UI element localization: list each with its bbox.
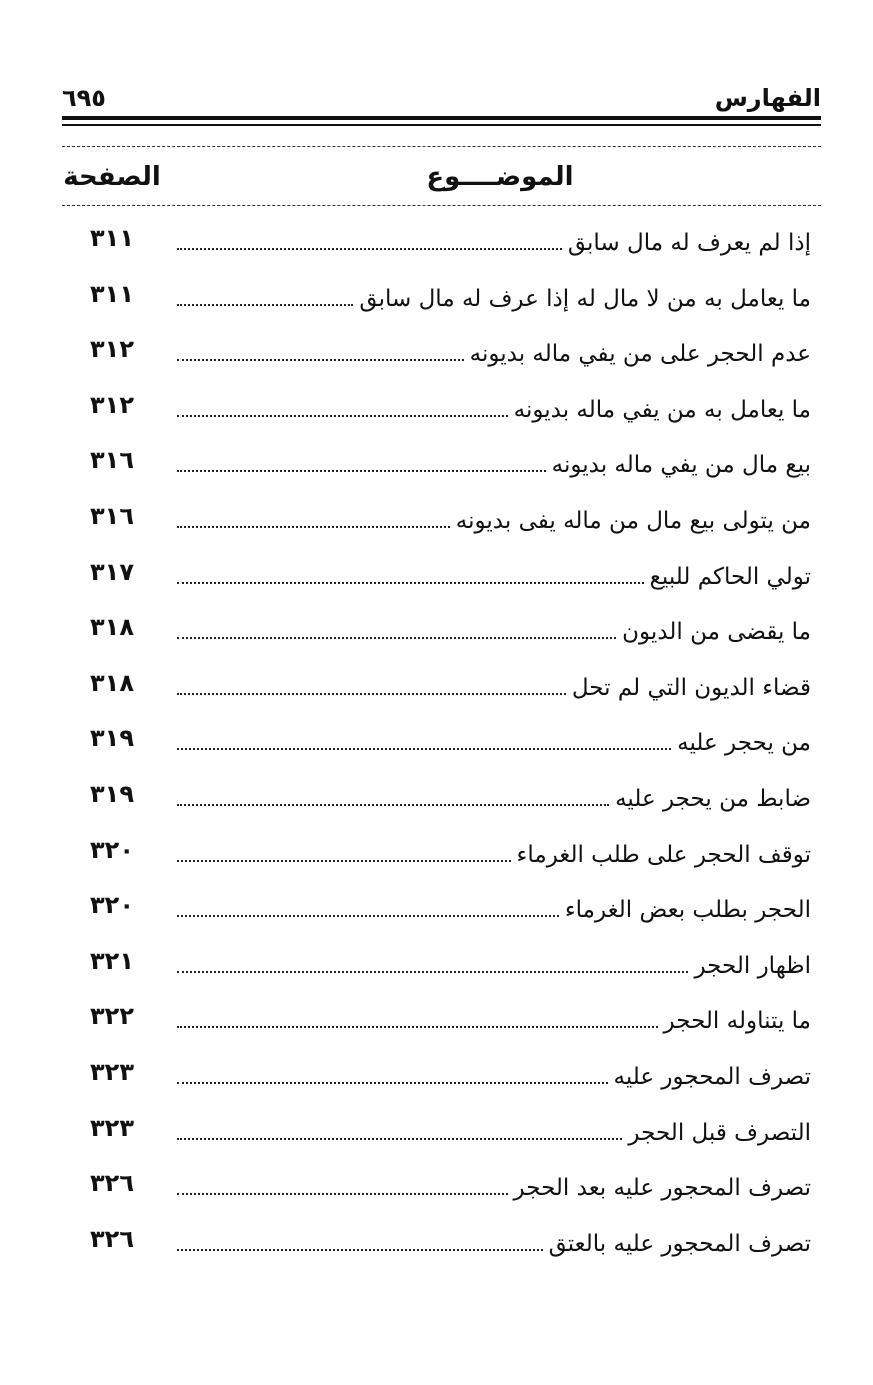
dot-leader <box>177 470 546 472</box>
running-title: الفهارس <box>714 84 821 112</box>
entry-page-number: ٣٢٠ <box>90 891 134 920</box>
index-entry <box>62 659 821 715</box>
entry-leader <box>177 560 811 590</box>
entry-title: إذا لم يعرف له مال سابق <box>562 230 811 256</box>
entry-title: التصرف قبل الحجر <box>622 1120 811 1146</box>
entry-page-number: ٣١١ <box>90 224 134 252</box>
entry-leader <box>177 448 811 478</box>
entry-page-number: ٣١١ <box>90 279 134 308</box>
entry-title: ما يقضى من الديون <box>616 619 811 645</box>
entry-leader <box>177 337 811 367</box>
entry-page-number: ٣١٢ <box>90 335 134 364</box>
dot-leader <box>177 804 609 806</box>
entry-title: توقف الحجر على طلب الغرماء <box>511 842 811 868</box>
entry-page-number: ٣٢٦ <box>90 1169 134 1198</box>
index-entry <box>62 270 821 326</box>
index-entry <box>62 214 821 270</box>
index-entry <box>62 1159 821 1215</box>
index-entry <box>62 436 821 492</box>
entry-leader <box>177 949 811 979</box>
entry-title: تولي الحاكم للبيع <box>644 564 811 590</box>
entry-title: الحجر بطلب بعض الغرماء <box>559 897 811 923</box>
entry-leader <box>177 782 811 812</box>
dot-leader <box>177 304 353 306</box>
entry-page-number: ٣١٦ <box>90 446 134 475</box>
entry-page-number: ٣٢٢ <box>90 1002 134 1031</box>
index-entry <box>62 937 821 993</box>
entry-page-number: ٣٢٠ <box>90 835 134 864</box>
entry-title: تصرف المحجور عليه <box>608 1064 812 1090</box>
header-dashed-divider <box>62 205 821 206</box>
page-number: ٦٩٥ <box>62 84 106 112</box>
entry-page-number: ٣٢١ <box>90 946 134 975</box>
entry-page-number: ٣١٨ <box>90 613 134 642</box>
entry-page-number: ٣١٢ <box>90 390 134 419</box>
entry-title: ضابط من يحجر عليه <box>609 786 811 812</box>
entry-title: اظهار الحجر <box>688 953 811 979</box>
index-entry <box>62 992 821 1048</box>
entry-page-number: ٣١٦ <box>90 501 134 530</box>
entry-leader <box>177 838 811 868</box>
entry-leader <box>177 726 811 756</box>
entry-title: بيع مال من يفي ماله بديونه <box>546 452 811 478</box>
index-entry <box>62 492 821 548</box>
entry-leader <box>177 393 811 423</box>
dot-leader <box>177 693 566 695</box>
dot-leader <box>177 415 508 417</box>
entry-leader <box>177 504 811 534</box>
index-entry <box>62 548 821 604</box>
topic-column-header: الموضــــوع <box>426 162 574 192</box>
entry-page-number: ٣١٩ <box>90 779 134 808</box>
index-entry <box>62 1048 821 1104</box>
entry-title: من يحجر عليه <box>671 730 811 756</box>
entry-leader <box>177 1171 811 1201</box>
dot-leader <box>177 1026 658 1028</box>
index-entry <box>62 826 821 882</box>
running-header <box>62 78 821 118</box>
entry-leader <box>177 282 811 312</box>
page-column-header: الصفحة <box>63 162 161 192</box>
dot-leader <box>177 1082 608 1084</box>
entry-leader <box>177 1227 811 1257</box>
dot-leader <box>177 1193 508 1195</box>
dot-leader <box>177 582 644 584</box>
entry-title: من يتولى بيع مال من ماله يفى بديونه <box>450 508 811 534</box>
entry-leader <box>177 1116 811 1146</box>
index-entry <box>62 881 821 937</box>
top-dashed-divider <box>62 146 821 147</box>
dot-leader <box>177 971 688 973</box>
dot-leader <box>177 915 559 917</box>
index-entries <box>62 214 821 1270</box>
entry-page-number: ٣١٩ <box>90 724 134 753</box>
dot-leader <box>177 860 511 862</box>
header-double-rule <box>62 116 821 126</box>
entry-page-number: ٣٢٣ <box>90 1057 134 1086</box>
index-entry <box>62 603 821 659</box>
dot-leader <box>177 748 671 750</box>
dot-leader <box>177 1249 543 1251</box>
entry-title: تصرف المحجور عليه بالعتق <box>543 1231 811 1257</box>
entry-title: قضاء الديون التي لم تحل <box>566 675 811 701</box>
entry-leader <box>177 893 811 923</box>
dot-leader <box>177 248 562 250</box>
entry-title: عدم الحجر على من يفي ماله بديونه <box>464 341 811 367</box>
entry-title: ما يتناوله الحجر <box>658 1008 811 1034</box>
dot-leader <box>177 526 450 528</box>
index-entry <box>62 381 821 437</box>
index-entry <box>62 714 821 770</box>
index-entry <box>62 1215 821 1271</box>
entry-title: ما يعامل به من لا مال له إذا عرف له مال سابق <box>353 286 811 312</box>
entry-leader <box>177 1060 811 1090</box>
entry-title: ما يعامل به من يفي ماله بديونه <box>508 397 811 423</box>
index-entry <box>62 1104 821 1160</box>
index-entry <box>62 770 821 826</box>
entry-page-number: ٣٢٣ <box>90 1113 134 1142</box>
dot-leader <box>177 359 464 361</box>
entry-leader <box>177 615 811 645</box>
entry-leader <box>177 671 811 701</box>
index-entry <box>62 325 821 381</box>
entry-page-number: ٣١٨ <box>90 668 134 697</box>
entry-page-number: ٣١٧ <box>90 557 134 586</box>
entry-title: تصرف المحجور عليه بعد الحجر <box>508 1175 811 1201</box>
dot-leader <box>177 1138 622 1140</box>
entry-page-number: ٣٢٦ <box>90 1224 134 1253</box>
entry-leader <box>177 226 811 256</box>
dot-leader <box>177 637 616 639</box>
entry-leader <box>177 1004 811 1034</box>
